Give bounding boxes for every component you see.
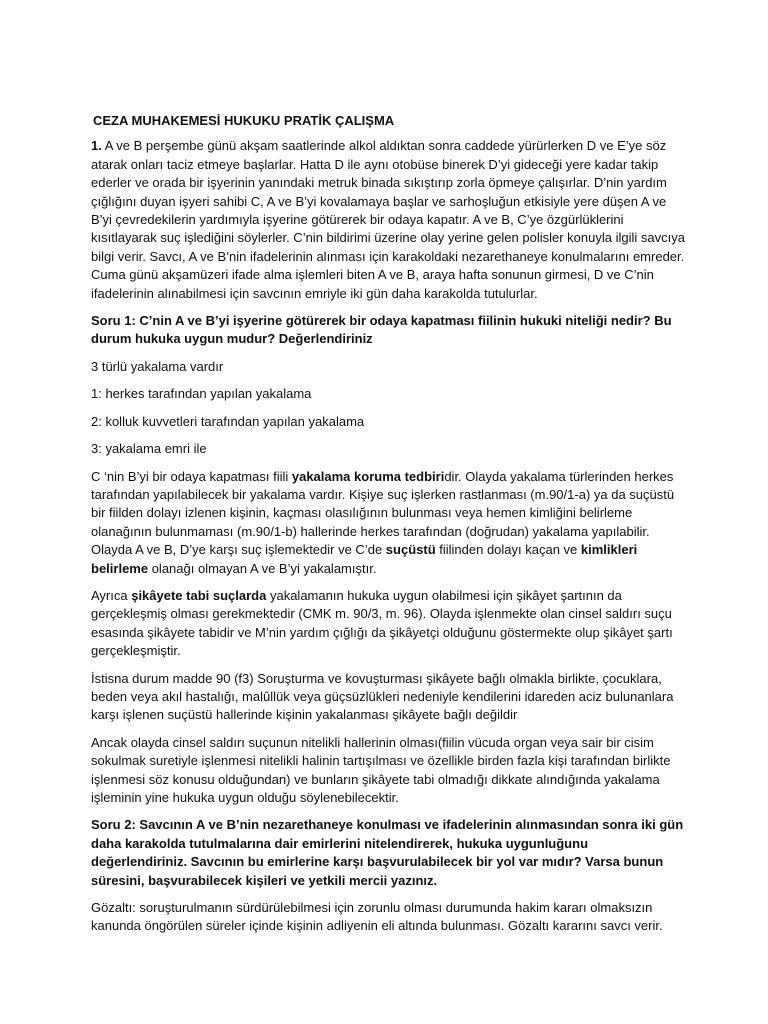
text-run: yakalamanın hukuka uygun olabilmesi için şikâyet şartının da gerçekleşmiş olması gerekmektedir (CMK m. 90/3, m. 96). Olayda işlenmekte olan cinsel saldırı suçu esasında şikâyete tabidir ve M’nin yardım çığlığı da şikâyetçi olduğunu göstermekte olup şikâyet şartı gerçekleşmiştir.: [91, 587, 673, 659]
answer1-paragraph-4: Ancak olayda cinsel saldırı suçunun nitelikli hallerinin olması(fiilin vücuda organ veya sair bir cisim sokulmak suretiyle işlenmesi nitelikli halinin tartışılması ve özellikle birden fazla kişi tarafından birlikte işlenmesi söz konusu olduğundan) ve bunların şikâyete tabi olmadığı dikkate alındığında yakalama işleminin yine hukuka uygun olduğu söylenebilecektir.: [91, 734, 671, 805]
text-run: olanağı olmayan A ve B’yi yakalamıştır.: [148, 560, 377, 576]
question-1: Soru 1: C’nin A ve B’yi işyerine götürerek bir odaya kapatması fiilinin hukuki niteliği nedir? Bu durum hukuka uygun mudur? Değerlendiriniz: [91, 313, 672, 347]
answer1-paragraph-2: [91, 587, 686, 661]
bold-run: şikâyete tabi suçlarda: [131, 587, 267, 603]
answer1-intro: 3 türlü yakalama vardır: [91, 358, 224, 374]
bold-run: yakalama koruma tedbiri: [291, 468, 445, 484]
answer1-item: 3: yakalama emri ile: [91, 441, 207, 457]
case-text: A ve B perşembe günü akşam saatlerinde alkol aldıktan sonra caddede yürürlerken D ve E’ye söz atarak onları taciz etmeye başlarlar. Hatta D ile aynı otobüse binerek D’yi gideceği yere kadar takip ederler ve orada bir işyerinin yanındaki metruk binada sıkıştırıp zorla öpmeye çalışırlar. D’nin yardım çığlığını duyan işyeri sahibi C, A ve B’yi kovalamaya başlar ve sarhoşluğun etkisiyle yere düşen A ve B’yi çevredekilerin yardımıyla işyerine götürerek bir odaya kapatır. A ve B, C’ye özgürlüklerini kısıtlayarak suç işlediğini söylerler. C’nin bildirimi üzerine olay yerine gelen polisler konuyla ilgili savcıya bilgi verir. Savcı, A ve B’nin ifadelerinin alınması için karakoldaki nezarethaneye konulmalarını emreder. Cuma günü akşamüzeri ifade alma işlemleri biten A ve B, araya hafta sonunun girmesi, D ve C’nin ifadelerinin alınabilmesi için savcının emriyle iki gün daha karakolda tutulurlar.: [91, 138, 685, 301]
text-run: dir. Olayda yakalama türlerinden herkes tarafından yapılabilecek bir yakalama vardır. Kişiye suç işlerken rastlanması (m.90/1-a) ya da suçüstü bir fiilden dolayı izlenen kişinin, kaçması olasılığının bulunması veya hemen kimliğini belirleme olanağının bulunmaması (m.90/1-b) hallerinde herkes tarafından (doğrudan) yakalama yapılabilir. Olayda A ve B, D’ye karşı suç işlemektedir ve C’de: [91, 468, 675, 558]
text-run: C ‘nin B’yi bir odaya kapatması fiili: [91, 468, 292, 484]
answer1-item: 2: kolluk kuvvetleri tarafından yapılan yakalama: [91, 413, 365, 429]
case-number: 1.: [91, 138, 102, 154]
question-2: Soru 2: Savcının A ve B’nin nezarethaneye konulması ve ifadelerinin alınmasından sonra iki gün daha karakolda tutulmalarına dair emirlerini nitelendirerek, hukuka uygunluğunu değerlendiriniz. Savcının bu emirlerine karşı başvurulabilecek bir yol var mıdır? Varsa bunun süresini, başvurabilecek kişileri ve yetkili mercii yazınız.: [91, 817, 684, 888]
text-run: Ayrıca: [91, 587, 132, 603]
answer1-paragraph-1: [91, 468, 686, 578]
answer1-paragraph-3: İstisna durum madde 90 (f3) Soruşturma ve kovuşturması şikâyete bağlı olmakla birlikte, çocuklara, beden veya akıl hastalığı, malûllük veya güçsüzlükleri nedeniyle kendilerini idareden aciz bulunanlara karşı işlenen suçüstü hallerinde kişinin yakalanması şikâyete bağlı değildir: [91, 670, 674, 723]
answer2-paragraph: Gözaltı: soruşturulmanın sürdürülebilmesi için zorunlu olması durumunda hakim kararı olmaksızın kanunda öngörülen süreler içinde kişinin adliyenin eli altında bulunması. Gözaltı kararını savcı verir.: [91, 900, 663, 934]
bold-run: suçüstü: [385, 542, 436, 558]
case-paragraph: [91, 137, 686, 303]
bold-run: kimlikleri belirleme: [91, 542, 638, 576]
text-run: fiilinden dolayı kaçan ve: [435, 542, 581, 558]
document-title: CEZA MUHAKEMESİ HUKUKU PRATİK ÇALIŞMA: [93, 113, 395, 128]
answer1-item: 1: herkes tarafından yapılan yakalama: [91, 386, 312, 402]
